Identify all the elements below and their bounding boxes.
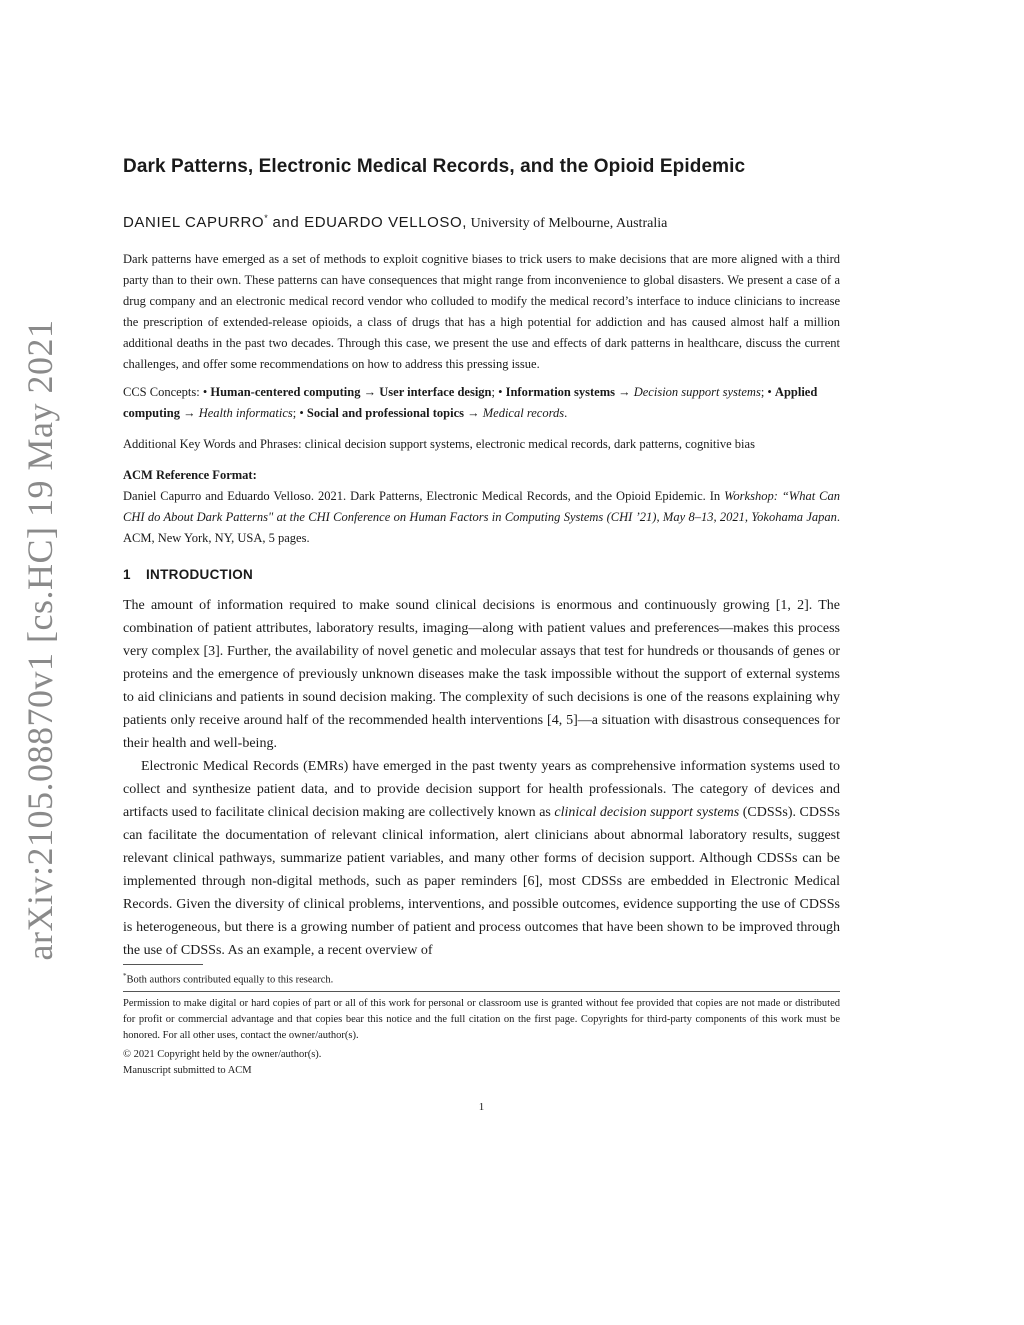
paragraph-1: The amount of information required to make sound clinical decisions is enormous and continuously growing [1, 2]. The combination of patient attributes, laboratory results, imaging—along with patient values and preferences—makes this process very complex [3]. Further, the availability of novel genetic and molecular assays that test for hundreds or thousands of genes or proteins and the emergence of previously unknown diseases make the task impossible without the support of external systems to aid clinicians and patients in sound decision making. The complexity of such decisions is one of the reasons explaining why patients only receive around half of the recommended health interventions [4, 5]—a situation with disastrous consequences for their health and well-being. — [123, 598, 840, 751]
arxiv-id[interactable]: arXiv:2105.08870v1 [cs.HC] 19 May 2021 — [20, 319, 60, 961]
footnote — [123, 969, 840, 988]
page-number: 1 — [478, 1101, 485, 1113]
author-1-footnote-mark: * — [264, 213, 268, 223]
copyright-notice: © 2021 Copyright held by the owner/author(s). — [123, 1049, 322, 1060]
acm-reference-text-b: . ACM, New York, NY, USA, 5 pages. — [123, 510, 840, 545]
ccs-concept-4b: Medical records — [482, 406, 565, 420]
author-2: EDUARDO VELLOSO, — [304, 214, 468, 231]
footnote-mark: * — [123, 972, 127, 980]
abstract: Dark patterns have emerged as a set of methods to exploit cognitive biases to trick users to make decisions that are more aligned with a third party than to their own. These patterns can have consequences that might range from inconvenience to global disasters. We present a case of a drug company and an electronic medical record vendor who colluded to modify the medical record’s interface to induce clinicians to increase the prescription of extended-release opioids, a class of drugs that has a high potential for addiction and has caused almost half a million additional deaths in the past two decades. Through this case, we present the use and effects of dark patterns in healthcare, discuss the current challenges, and offer some recommendations on how to address this pressing issue. — [123, 252, 840, 371]
permission-block — [123, 996, 840, 1079]
author-and: and — [267, 214, 305, 231]
ccs-arrow-2: → — [614, 385, 634, 399]
author-1: DANIEL CAPURRO — [123, 214, 265, 231]
permission-rule — [123, 991, 840, 992]
paper-title: Dark Patterns, Electronic Medical Records, and the Opioid Epidemic — [123, 156, 746, 177]
ccs-arrow-4: → — [464, 406, 483, 420]
ccs-concept-3: Applied computing — [123, 385, 818, 420]
ccs-concept-1: Human-centered computing — [210, 385, 361, 399]
ccs-prefix: CCS Concepts: • — [123, 385, 211, 399]
ccs-concept-3b: Health informatics — [198, 406, 293, 420]
ccs-sep-2: ; • — [760, 385, 775, 399]
paragraph-2-emphasis: clinical decision support systems — [554, 805, 740, 820]
ccs-concept-2b: Decision support systems — [633, 385, 761, 399]
ccs-sep-1: ; • — [491, 385, 506, 399]
paragraph-2-b: (CDSSs). CDSSs can facilitate the documentation of relevant clinical information, alert clinicians about abnormal laboratory results, suggest relevant clinical pathways, summarize patient variables, and many other forms of decision support. Although CDSSs can be implemented through non-digital methods, such as paper reminders [6], most CDSSs are embedded in Electronic Medical Records. Given the diversity of clinical problems, interventions, and possible outcomes, evidence supporting the use of CDSSs is heterogeneous, but there is a growing number of patient and process outcomes that have been shown to be improved through the use of CDSSs. As an example, a recent overview of — [123, 805, 840, 958]
manuscript-notice: Manuscript submitted to ACM — [123, 1065, 252, 1076]
section-heading — [123, 567, 840, 582]
ccs-end: . — [564, 406, 568, 420]
section-number: 1 — [123, 567, 131, 582]
acm-reference — [123, 465, 840, 549]
footnote-rule — [123, 964, 203, 965]
section-title: INTRODUCTION — [146, 567, 254, 582]
ccs-concepts — [123, 382, 840, 424]
ccs-sep-3: ; • — [292, 406, 307, 420]
footnote-text: Both authors contributed equally to this research. — [126, 974, 334, 986]
acm-reference-label: ACM Reference Format: — [123, 468, 257, 482]
acm-reference-venue: Workshop: “What Can CHI do About Dark Patterns" at the CHI Conference on Human Factors in Computing Systems (CHI ’21), May 8–13, 2021, Yokohama Japan — [123, 489, 840, 524]
ccs-concept-4: Social and professional topics — [306, 406, 464, 420]
keywords: Additional Key Words and Phrases: clinical decision support systems, electronic medical records, dark patterns, cognitive bias — [123, 437, 755, 451]
ccs-concept-2: Information systems — [505, 385, 615, 399]
author-line — [123, 213, 840, 232]
ccs-arrow-1: → — [360, 385, 380, 399]
paragraph-2-a: Electronic Medical Records (EMRs) have emerged in the past twenty years as comprehensive information systems used to collect and synthesize patient data, and to provide decision support for health professionals. The category of devices and artifacts used to facilitate clinical decision making are collectively known as — [123, 759, 840, 820]
paragraph-2 — [123, 755, 840, 962]
affiliation: University of Melbourne, Australia — [467, 216, 668, 231]
permission-text: Permission to make digital or hard copies of part or all of this work for personal or classroom use is granted without fee provided that copies are not made or distributed for profit or commercial advantage and that copies bear this notice and the full citation on the first page. Copyrights for third-party components of this work must be honored. For all other uses, contact the owner/author(s). — [123, 998, 840, 1041]
acm-reference-text-a: Daniel Capurro and Eduardo Velloso. 2021. Dark Patterns, Electronic Medical Records, and the Opioid Epidemic. In — [123, 489, 725, 503]
ccs-concept-1b: User interface design — [379, 385, 492, 399]
body-text — [123, 594, 840, 962]
ccs-arrow-3: → — [179, 406, 199, 420]
